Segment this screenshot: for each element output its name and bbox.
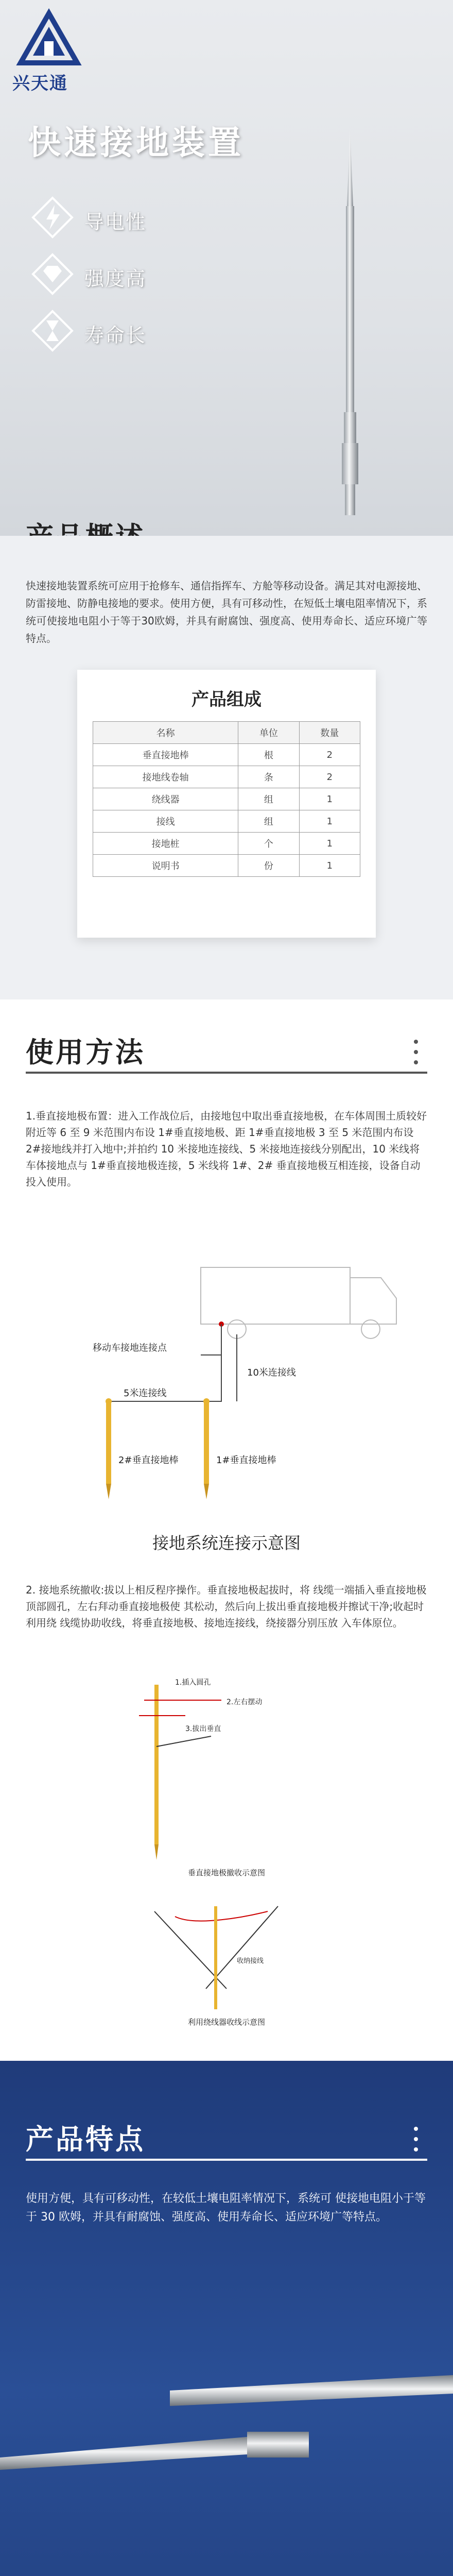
table-header-cell: 数量 xyxy=(299,722,360,744)
brand-logo xyxy=(12,11,115,94)
table-row xyxy=(93,810,360,833)
usage-title: 使用方法 xyxy=(26,1036,145,1069)
hero-feature-label: 导电性 xyxy=(84,211,147,233)
section-divider xyxy=(26,1072,427,1074)
retrieval-diagram xyxy=(124,1669,329,2030)
composition-table xyxy=(93,721,360,877)
usage-step-2-text: 2. 接地系统撤收:拔以上相反程序操作。垂直接地极起拔时，将 线缆一端插入垂直接地极顶部圆孔，左右拜动垂直接地极使 其松动，然后向上拔出垂直接地极并擦试干净;收起时利用绕 线缆协助收线，将垂直接地极、接地连接线，绕接器分别压放 入车体原位。 xyxy=(26,1584,427,1629)
hero-feature-label: 寿命长 xyxy=(84,324,147,347)
table-cell: 接地桩 xyxy=(93,833,238,855)
label-step-3: 3.拔出垂直 xyxy=(185,1725,221,1733)
winder-caption: 利用绕线器收线示意图 xyxy=(187,2018,266,2027)
hourglass-icon xyxy=(31,309,74,352)
truck-outline-icon xyxy=(201,1267,396,1338)
table-cell: 垂直接地棒 xyxy=(93,744,238,766)
label-10m-wire: 10米连接线 xyxy=(247,1367,296,1378)
table-cell: 绕线器 xyxy=(93,788,238,810)
label-rod-2: 2#垂直接地棒 xyxy=(118,1455,179,1466)
overview-section xyxy=(0,536,453,999)
table-row xyxy=(93,788,360,810)
composition-card xyxy=(77,670,376,938)
label-winder: 收纳接线 xyxy=(237,1957,264,1965)
table-cell: 个 xyxy=(238,833,299,855)
rod-2-icon xyxy=(106,1398,112,1499)
table-cell: 说明书 xyxy=(93,855,238,877)
table-header-cell: 单位 xyxy=(238,722,299,744)
table-header-cell: 名称 xyxy=(93,722,238,744)
rod-1-icon xyxy=(203,1398,210,1499)
table-cell: 1 xyxy=(299,833,360,855)
table-cell: 组 xyxy=(238,810,299,833)
diamond-icon xyxy=(31,252,74,296)
table-cell: 1 xyxy=(299,855,360,877)
features-section xyxy=(0,2061,453,2576)
lightning-icon xyxy=(31,196,74,239)
table-cell: 2 xyxy=(299,766,360,788)
hero-feature-2 xyxy=(31,252,201,296)
hero-feature-label: 强度高 xyxy=(84,267,147,290)
features-title: 产品特点 xyxy=(26,2123,145,2156)
section-divider xyxy=(26,2159,427,2161)
connection-diagram xyxy=(82,1247,402,1504)
composition-title: 产品组成 xyxy=(191,689,262,710)
label-step-2: 2.左右摆动 xyxy=(226,1698,263,1706)
table-cell: 份 xyxy=(238,855,299,877)
table-cell: 条 xyxy=(238,766,299,788)
table-cell: 接线 xyxy=(93,810,238,833)
label-step-1: 1.插入圆孔 xyxy=(175,1679,211,1687)
table-cell: 接地线卷轴 xyxy=(93,766,238,788)
grounding-rod-image xyxy=(309,124,391,536)
label-5m-wire: 5米连接线 xyxy=(124,1388,167,1399)
features-text: 使用方便，具有可移动性，在较低土壤电阻率情况下，系统可 使接地电阻小于等于 30 欧姆，并具有耐腐蚀、强度高、使用寿命长、适应环境广等特点。 xyxy=(26,2192,426,2224)
table-row xyxy=(93,855,360,877)
hero-feature-3 xyxy=(31,309,201,352)
hero-title: 快速接地装置 xyxy=(28,124,244,162)
table-row xyxy=(93,744,360,766)
logo-mark-icon xyxy=(19,11,79,67)
table-cell: 1 xyxy=(299,788,360,810)
retrieval-caption: 垂直接地极撤收示意图 xyxy=(187,1868,266,1877)
table-header-row xyxy=(93,722,360,744)
usage-step-1-text: 1.垂直接地极布置：进入工作战位后，由接地包中取出垂直接地极，在车体周围土质较好附近等 6 至 9 米范围内布设 1#垂直接地极、距 1#垂直接地极 3 至 5 米范围内布设 2#接地线并打入地中;并拍约 10 米接地连接线、5 米接地连接线分别配出，10 米线将车体接地点与 1#垂直接地极连接，5 米线将 1#、2# 垂直接地极互相连接，设备自动投入使用。 xyxy=(26,1110,427,1188)
more-menu-icon[interactable] xyxy=(412,2127,420,2154)
rod-closeup-image xyxy=(0,2360,453,2483)
table-row xyxy=(93,833,360,855)
hero-section xyxy=(0,0,453,536)
connection-diagram-caption: 接地系统连接示意图 xyxy=(152,1533,301,1553)
label-rod-1: 1#垂直接地棒 xyxy=(216,1455,276,1466)
usage-section xyxy=(0,999,453,2061)
table-row xyxy=(93,766,360,788)
label-mobile-point: 移动车接地连接点 xyxy=(93,1343,167,1353)
more-menu-icon[interactable] xyxy=(412,1040,420,1066)
hero-feature-1 xyxy=(31,196,201,239)
table-cell: 组 xyxy=(238,788,299,810)
rod-icon xyxy=(154,1685,159,1844)
logo-text: 兴天通 xyxy=(12,73,68,94)
table-cell: 根 xyxy=(238,744,299,766)
overview-text: 快速接地装置系统可应用于抢修车、通信指挥车、方舱等移动设备。满足其对电源接地、防雷接地、防静电接地的要求。使用方便，具有可移动性，在短低土壤电阻率情况下，系统可使接地电阻小于等于30欧姆，并具有耐腐蚀、强度高、使用寿命长、适应环境广等特点。 xyxy=(26,580,427,645)
table-cell: 2 xyxy=(299,744,360,766)
table-cell: 1 xyxy=(299,810,360,833)
